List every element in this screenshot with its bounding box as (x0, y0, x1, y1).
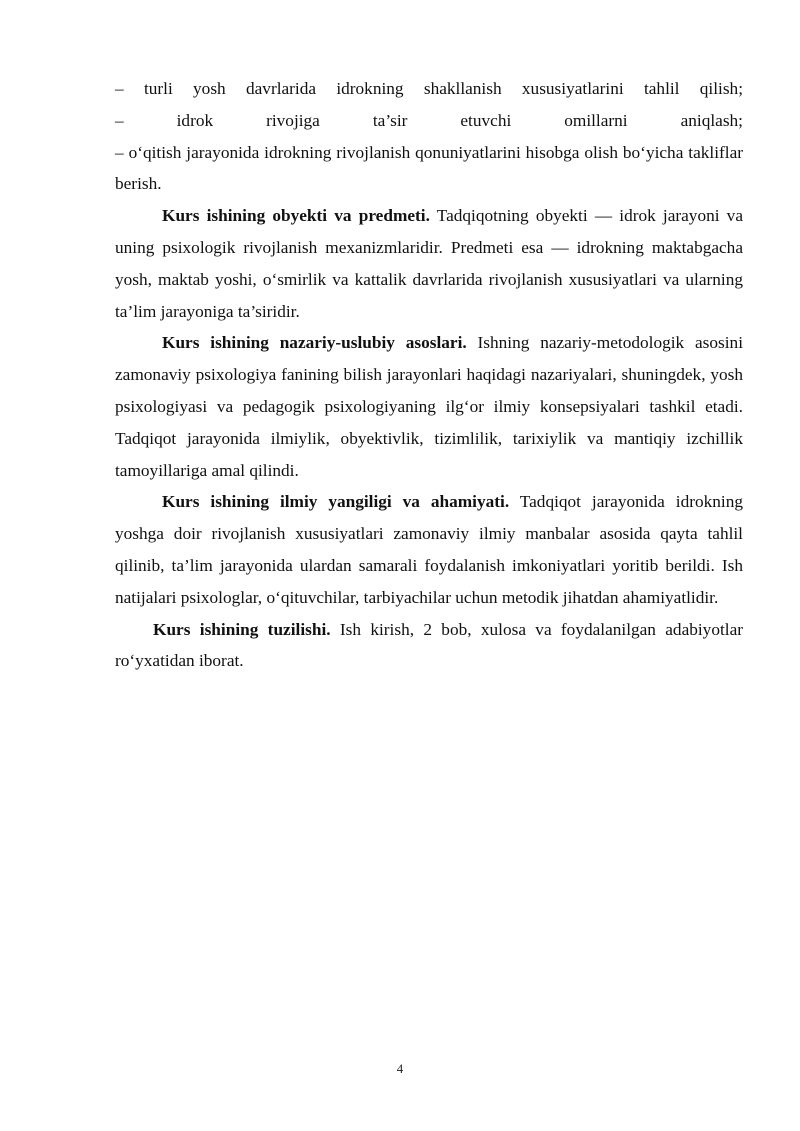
heading-basis: Kurs ishining nazariy-uslubiy asoslari. (162, 333, 467, 353)
text-block (115, 73, 743, 677)
paragraph-novelty (115, 486, 743, 613)
page-number: 4 (396, 1061, 404, 1076)
list-item-1: – turli yosh davrlarida idrokning shakllanish xususiyatlarini tahlil qilish; (115, 79, 743, 98)
paragraph-object (115, 200, 743, 327)
list-item-2: – idrok rivojiga ta’sir etuvchi omillarni aniqlash; (115, 110, 743, 130)
heading-structure: Kurs ishining tuzilishi. (153, 619, 331, 639)
paragraph-basis (115, 327, 743, 486)
heading-object: Kurs ishining obyekti va predmeti. (162, 206, 430, 226)
body-structure: Ish kirish, 2 bob, xulosa va foydalanilgan adabiyotlar ro‘yxatidan iborat. (115, 619, 743, 671)
list-item-3: – o‘qitish jarayonida idrokning rivojlanish qonuniyatlarini hisobga olish bo‘yicha takliflar berish. (115, 142, 743, 194)
heading-novelty: Kurs ishining ilmiy yangiligi va ahamiyati. (162, 492, 510, 512)
paragraph-structure (115, 614, 743, 678)
body-object: Tadqiqotning obyekti — idrok jarayoni va uning psixologik rivojlanish mexanizmlaridir. Predmeti esa — idrokning maktabgacha yosh, maktab yoshi, o‘smirlik va kattalik davrlarida rivojlanish xususiyatlari va ularning ta’lim jarayoniga ta’siridir. (115, 206, 743, 321)
body-basis: Ishning nazariy-metodologik asosini zamonaviy psixologiya fanining bilish jarayonlari haqidagi nazariyalari, shuningdek, yosh psixologiyasi va pedagogik psixologiyaning ilg‘or ilmiy konsepsiyalari tashkil etadi. Tadqiqot jarayonida ilmiylik, obyektivlik, tizimlilik, tarixiylik va mantiqiy izchillik tamoyillariga amal qilindi. (115, 333, 743, 480)
body-novelty: Tadqiqot jarayonida idrokning yoshga doir rivojlanish xususiyatlari zamonaviy ilmiy manbalar asosida qayta tahlil qilinib, ta’lim jarayonida ulardan samarali foydalanish imkoniyatlari yoritib berildi. Ish natijalari psixologlar, o‘qituvchilar, tarbiyachilar uchun metodik jihatdan ahamiyatlidir. (115, 492, 744, 607)
